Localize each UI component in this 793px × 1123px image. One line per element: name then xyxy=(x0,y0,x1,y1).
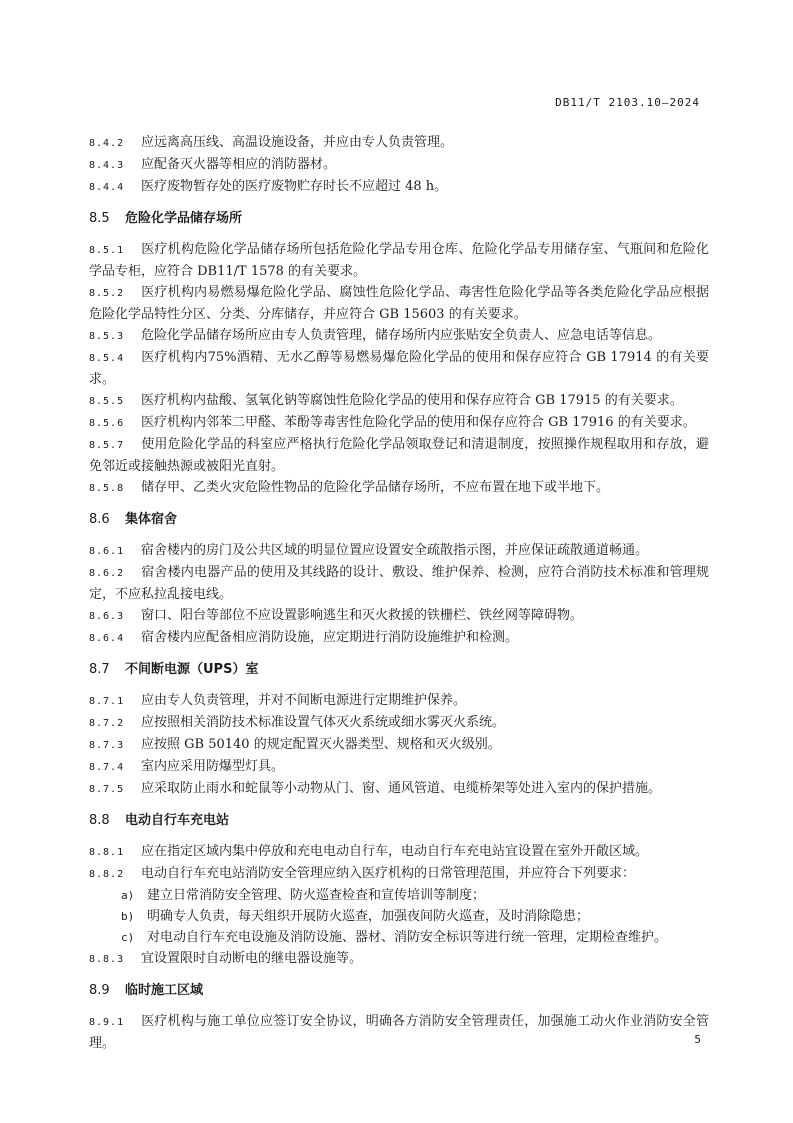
clause xyxy=(89,756,709,778)
clause-number: 8.5.7 xyxy=(89,440,125,451)
clause-text: 医疗机构内邻苯二甲醛、苯酚等毒害性危险化学品的使用和保存应符合 GB 17916 的有关要求。 xyxy=(141,415,696,430)
clause-number: 8.6.1 xyxy=(89,546,125,557)
clause-text: 医疗机构与施工单位应签订安全协议，明确各方消防安全管理责任，加强施工动火作业消防安全管理。 xyxy=(89,1014,709,1051)
clause xyxy=(89,627,709,649)
clause-number: 8.7.3 xyxy=(89,740,125,751)
section-heading xyxy=(89,509,709,530)
list-item xyxy=(89,906,709,927)
section-title: 危险化学品储存场所 xyxy=(125,211,243,226)
clause-number: 8.6.2 xyxy=(89,568,125,579)
clause-text: 宿舍楼内应配备相应消防设施，应定期进行消防设施维护和检测。 xyxy=(141,630,519,645)
clause-number: 8.5.8 xyxy=(89,483,125,494)
clause-number: 8.5.1 xyxy=(89,245,125,256)
clause-number: 8.7.5 xyxy=(89,784,125,795)
clause-text: 应由专人负责管理，并对不间断电源进行定期维护保养。 xyxy=(141,693,467,708)
clause xyxy=(89,239,709,282)
clause xyxy=(89,1011,709,1054)
document-body xyxy=(89,132,709,1054)
section-title: 临时施工区域 xyxy=(125,983,204,998)
section-title: 不间断电源（UPS）室 xyxy=(125,662,259,677)
clause-number: 8.5.6 xyxy=(89,418,125,429)
clause xyxy=(89,154,709,176)
clause-number: 8.7.2 xyxy=(89,718,125,729)
clause xyxy=(89,734,709,756)
clause-number: 8.8.1 xyxy=(89,847,125,858)
clause-number: 8.6.4 xyxy=(89,633,125,644)
clause xyxy=(89,347,709,390)
clause xyxy=(89,562,709,605)
clause xyxy=(89,282,709,325)
clause-text: 应远离高压线、高温设施设备，并应由专人负责管理。 xyxy=(141,135,454,150)
section-number: 8.6 xyxy=(89,512,110,527)
section-heading xyxy=(89,659,709,680)
clause xyxy=(89,863,709,885)
section-number: 8.5 xyxy=(89,211,110,226)
section-heading xyxy=(89,810,709,831)
clause-text: 应在指定区域内集中停放和充电电动自行车，电动自行车充电站宜设置在室外开敞区域。 xyxy=(141,844,649,859)
document-code-header: DB11/T 2103.10—2024 xyxy=(555,96,700,109)
clause-text: 宿舍楼内的房门及公共区域的明显位置应设置安全疏散指示图，并应保证疏散通道畅通。 xyxy=(141,543,649,558)
clause-number: 8.5.3 xyxy=(89,331,125,342)
section-number: 8.7 xyxy=(89,662,110,677)
section-number: 8.8 xyxy=(89,813,110,828)
clause xyxy=(89,477,709,499)
clause-text: 窗口、阳台等部位不应设置影响逃生和灭火救援的铁栅栏、铁丝网等障碍物。 xyxy=(141,608,584,623)
clause-number: 8.8.3 xyxy=(89,954,125,965)
list-item-letter: b) xyxy=(121,910,135,923)
clause-number: 8.5.4 xyxy=(89,353,125,364)
clause-text: 宜设置限时自动断电的继电器设施等。 xyxy=(141,951,363,966)
list-item-text: 对电动自行车充电设施及消防设施、器材、消防安全标识等进行统一管理，定期检查维护。 xyxy=(147,930,668,945)
clause-text: 医疗机构内75%酒精、无水乙醇等易燃易爆危险化学品的使用和保存应符合 GB 17914 的有关要求。 xyxy=(89,350,709,387)
clause-text: 储存甲、乙类火灾危险性物品的危险化学品储存场所，不应布置在地下或半地下。 xyxy=(141,480,610,495)
clause-text: 危险化学品储存场所应由专人负责管理，储存场所内应张贴安全负责人、应急电话等信息。 xyxy=(141,328,662,343)
clause-text: 电动自行车充电站消防安全管理应纳入医疗机构的日常管理范围，并应符合下列要求： xyxy=(141,866,636,881)
clause xyxy=(89,325,709,347)
page-number: 5 xyxy=(694,1033,701,1046)
section-heading xyxy=(89,208,709,229)
clause xyxy=(89,434,709,477)
clause xyxy=(89,605,709,627)
clause-text: 室内应采用防爆型灯具。 xyxy=(141,759,285,774)
clause xyxy=(89,778,709,800)
clause xyxy=(89,712,709,734)
section-number: 8.9 xyxy=(89,983,110,998)
clause-text: 医疗机构危险化学品储存场所包括危险化学品专用仓库、危险化学品专用储存室、气瓶间和危险化学品专柜，应符合 DB11/T 1578 的有关要求。 xyxy=(89,242,709,279)
clause-text: 应采取防止雨水和蛇鼠等小动物从门、窗、通风管道、电缆桥架等处进入室内的保护措施。 xyxy=(141,781,662,796)
clause xyxy=(89,132,709,154)
list-item-letter: a) xyxy=(121,889,135,902)
clause-number: 8.5.2 xyxy=(89,288,125,299)
clause xyxy=(89,412,709,434)
clause-text: 应按照 GB 50140 的规定配置灭火器类型、规格和灭火级别。 xyxy=(141,737,501,752)
clause xyxy=(89,390,709,412)
clause-number: 8.7.4 xyxy=(89,762,125,773)
clause-text: 医疗废物暂存处的医疗废物贮存时长不应超过 48 h。 xyxy=(141,179,448,194)
clause-number: 8.7.1 xyxy=(89,696,125,707)
clause-text: 使用危险化学品的科室应严格执行危险化学品领取登记和清退制度，按照操作规程取用和存放，避免邻近或接触热源或被阳光直射。 xyxy=(89,437,709,474)
clause xyxy=(89,841,709,863)
clause xyxy=(89,948,709,970)
section-title: 集体宿舍 xyxy=(125,512,178,527)
clause-text: 应配备灭火器等相应的消防器材。 xyxy=(141,157,337,172)
clause xyxy=(89,540,709,562)
list-item-letter: c) xyxy=(121,931,135,944)
clause xyxy=(89,690,709,712)
clause-number: 8.4.4 xyxy=(89,182,125,193)
list-item xyxy=(89,927,709,948)
section-heading xyxy=(89,980,709,1001)
list-item-text: 建立日常消防安全管理、防火巡查检查和宣传培训等制度； xyxy=(147,888,486,903)
clause xyxy=(89,176,709,198)
clause-number: 8.4.3 xyxy=(89,160,125,171)
clause-number: 8.6.3 xyxy=(89,611,125,622)
clause-number: 8.4.2 xyxy=(89,138,125,149)
list-item xyxy=(89,885,709,906)
clause-number: 8.9.1 xyxy=(89,1017,125,1028)
list-item-text: 明确专人负责，每天组织开展防火巡查，加强夜间防火巡查，及时消除隐患； xyxy=(147,909,590,924)
clause-number: 8.8.2 xyxy=(89,869,125,880)
clause-text: 医疗机构内易燃易爆危险化学品、腐蚀性危险化学品、毒害性危险化学品等各类危险化学品应根据危险化学品特性分区、分类、分库储存，并应符合 GB 15603 的有关要求。 xyxy=(89,285,709,322)
clause-text: 医疗机构内盐酸、氢氧化钠等腐蚀性危险化学品的使用和保存应符合 GB 17915 的有关要求。 xyxy=(141,393,683,408)
clause-number: 8.5.5 xyxy=(89,396,125,407)
clause-text: 应按照相关消防技术标准设置气体灭火系统或细水雾灭火系统。 xyxy=(141,715,506,730)
section-title: 电动自行车充电站 xyxy=(125,813,230,828)
clause-text: 宿舍楼内电器产品的使用及其线路的设计、敷设、维护保养、检测，应符合消防技术标准和管理规定，不应私拉乱接电线。 xyxy=(89,565,709,602)
